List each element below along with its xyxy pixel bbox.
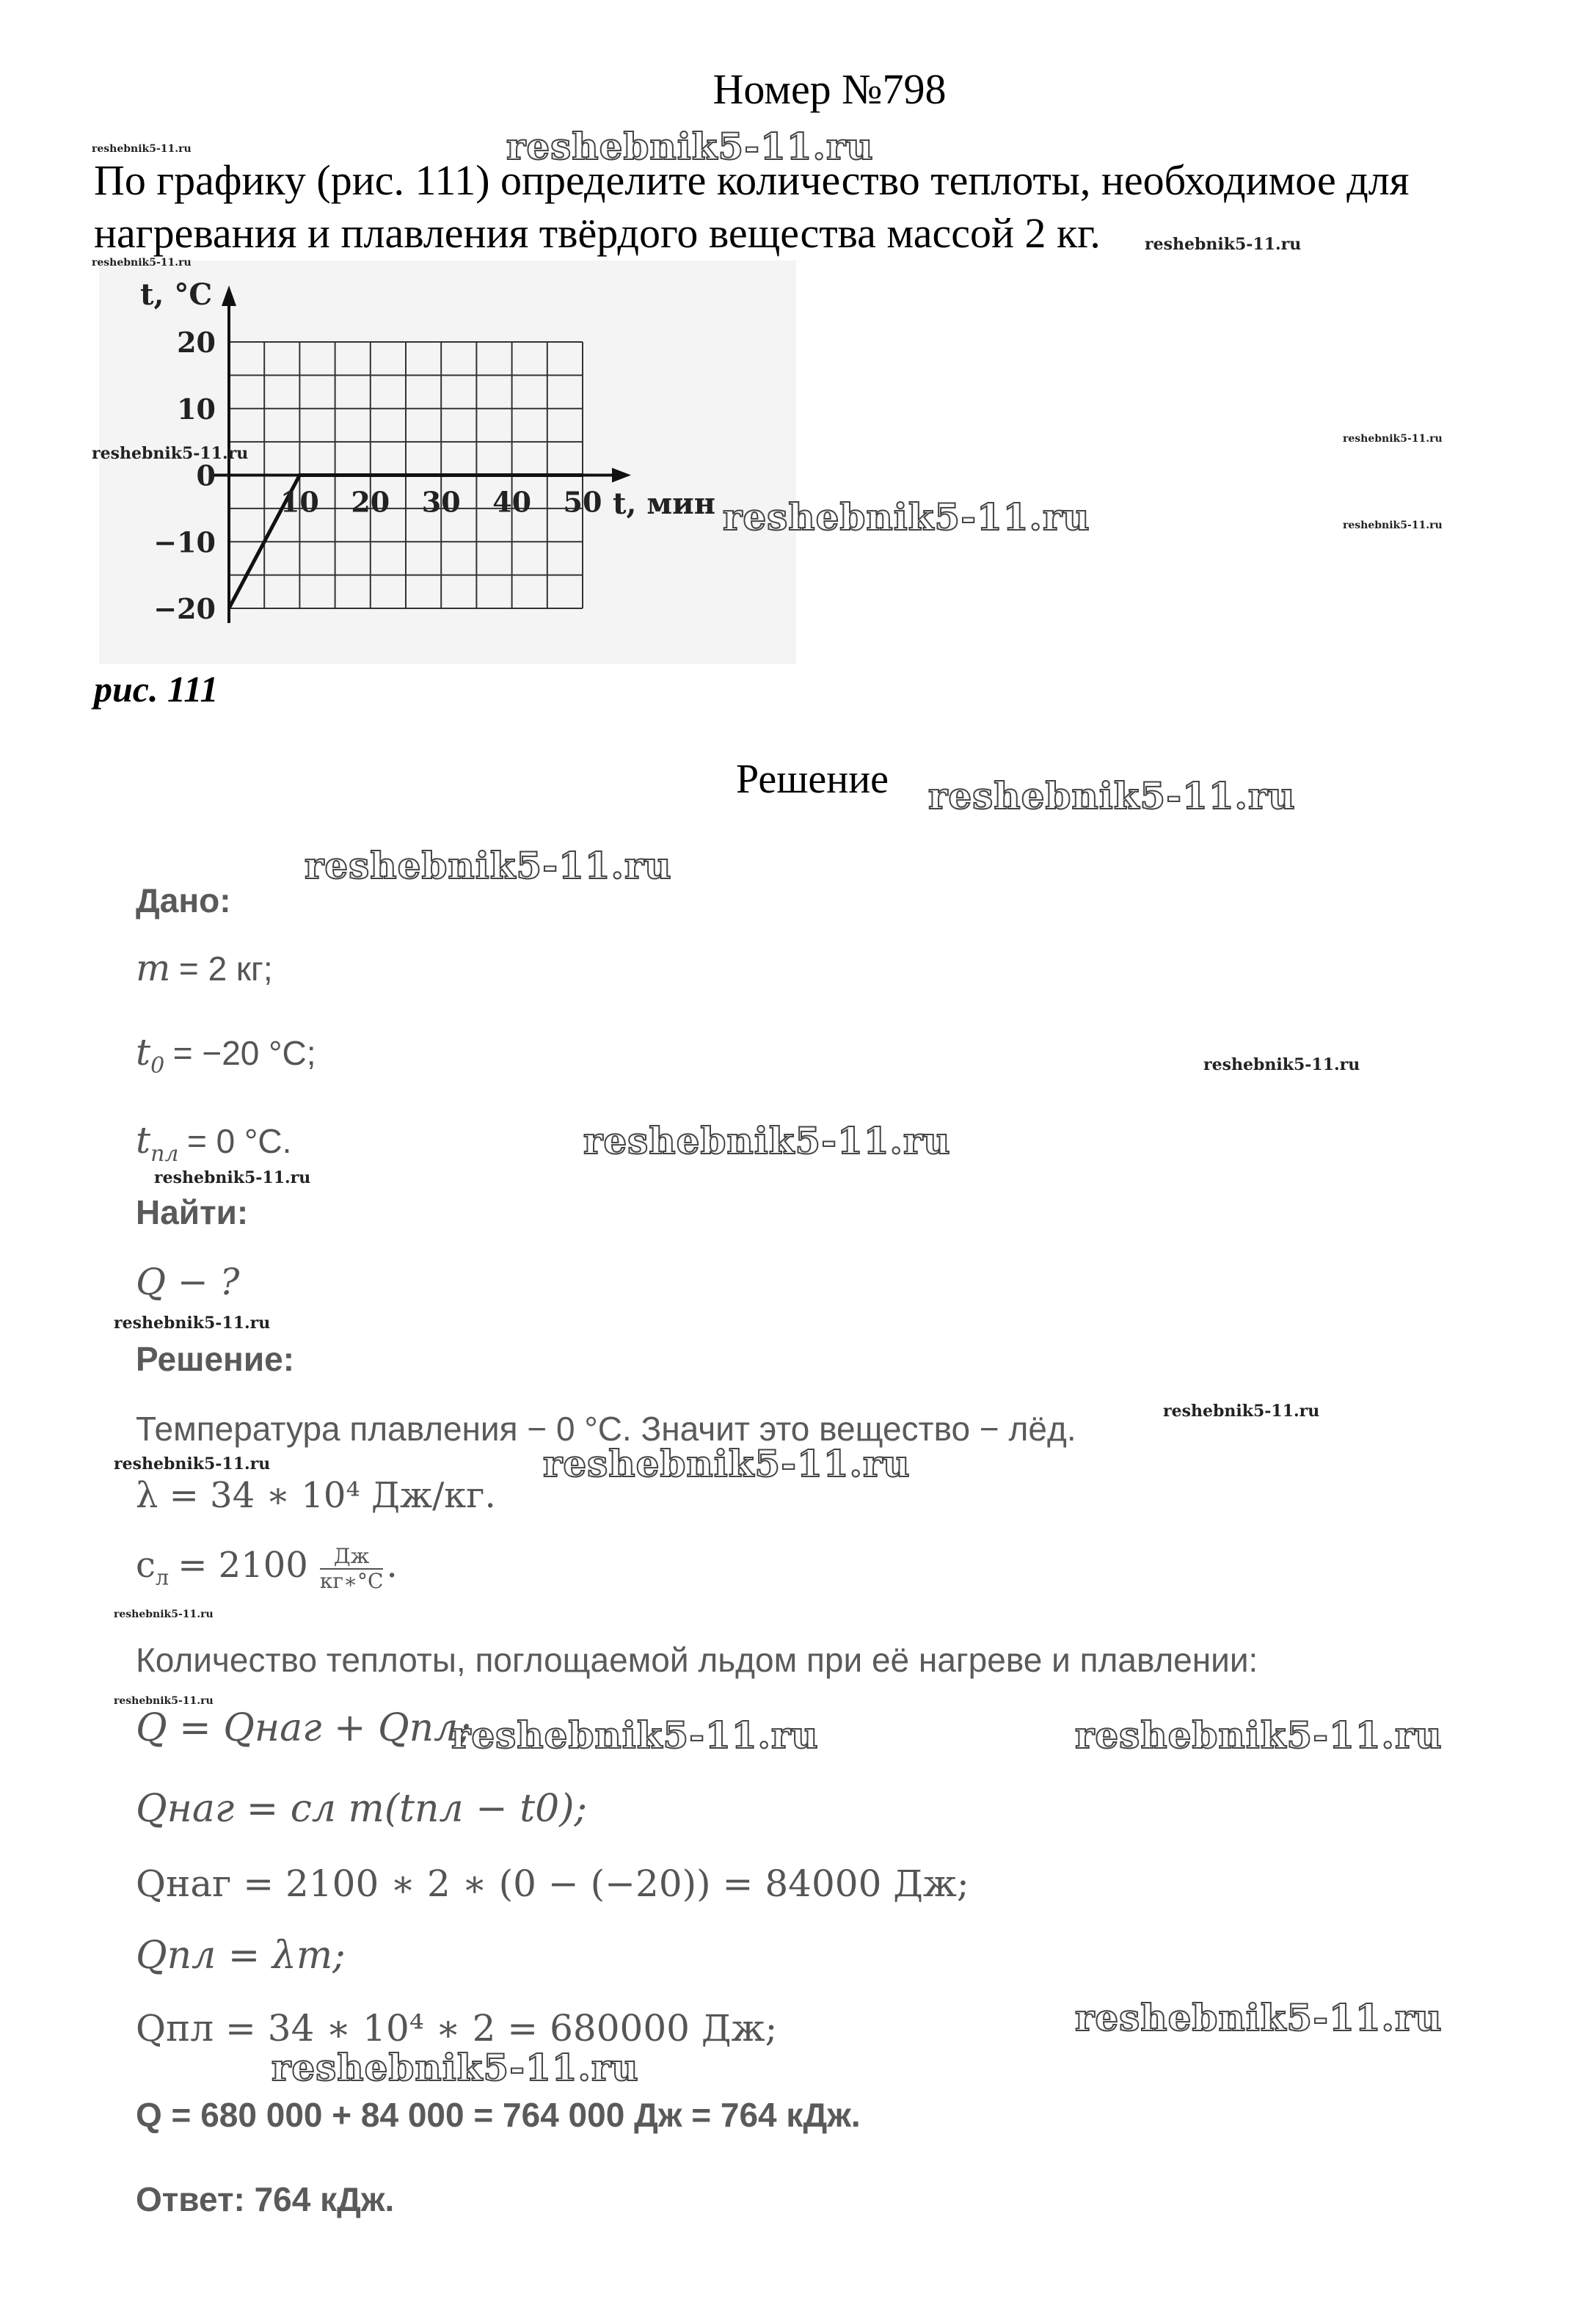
lambda-line: λ = 34 ∗ 10⁴ Дж/кг. (136, 1475, 496, 1516)
given-t0-value: = −20 °С; (172, 1034, 316, 1072)
given-m: m = 2 кг; (136, 947, 273, 989)
watermark: reshebnik5-11.ru (1343, 520, 1443, 531)
task-line-1: По графику (рис. 111) определите количество теплоты, необходимое для (94, 156, 1410, 204)
watermark: reshebnik5-11.ru (928, 774, 1296, 817)
x-tick-label: 30 (421, 485, 461, 519)
given-tpl-value: = 0 °С. (187, 1122, 292, 1160)
heat-text: Количество теплоты, поглощаемой льдом при её нагреве и плавлении: (136, 1641, 1258, 1679)
watermark: reshebnik5-11.ru (114, 1609, 214, 1620)
y-tick-label: 0 (196, 459, 216, 492)
specific-heat-unit (320, 1545, 384, 1593)
y-tick-label: 10 (177, 392, 216, 426)
watermark: reshebnik5-11.ru (114, 1454, 271, 1474)
watermark: reshebnik5-11.ru (1075, 1713, 1443, 1757)
equation-3: Qнаг = 2100 ∗ 2 ∗ (0 − (−20)) = 84000 Дж; (136, 1862, 969, 1905)
x-tick-label: 10 (280, 485, 319, 519)
figure-caption: рис. 111 (94, 669, 219, 710)
y-tick-label: 20 (177, 326, 216, 359)
x-tick-label: 40 (492, 485, 532, 519)
x-axis-label: t, мин (613, 487, 716, 521)
y-axis-arrow (222, 285, 236, 306)
watermark: reshebnik5-11.ru (154, 1168, 311, 1187)
equation-1: Q = Qнаг + Qпл; (136, 1706, 471, 1750)
watermark: reshebnik5-11.ru (114, 1314, 271, 1333)
x-axis-arrow (612, 468, 631, 483)
watermark: reshebnik5-11.ru (92, 444, 249, 463)
y-axis-label: t, °C (140, 277, 213, 312)
solution-heading: Решение (736, 757, 889, 802)
watermark: reshebnik5-11.ru (92, 257, 192, 269)
task-line-2: нагревания и плавления твёрдого вещества массой 2 кг. (94, 209, 1101, 257)
x-tick-label: 50 (563, 485, 602, 519)
given-label: Дано: (136, 881, 231, 919)
unit-numerator: Дж (320, 1545, 384, 1570)
watermark: reshebnik5-11.ru (1145, 235, 1302, 254)
specific-heat-line: $c_л = 2100$ $\frac{Дж}{кг∗^\circ С}$ . (136, 1544, 398, 1593)
watermark: reshebnik5-11.ru (543, 1442, 911, 1485)
watermark: reshebnik5-11.ru (271, 2046, 639, 2089)
find-label: Найти: (136, 1193, 249, 1231)
y-tick-label: −20 (153, 592, 216, 625)
watermark: reshebnik5-11.ru (1163, 1402, 1320, 1421)
y-tick-label: −10 (153, 525, 216, 559)
watermark: reshebnik5-11.ru (1343, 433, 1443, 445)
find-q: Q − ? (136, 1261, 240, 1303)
watermark: reshebnik5-11.ru (1075, 1996, 1443, 2039)
given-tpl: $t_{пл} = 0$ °С. (136, 1119, 292, 1167)
equation-4: Qпл = λm; (136, 1934, 346, 1978)
x-tick-label: 20 (351, 485, 390, 519)
equation-5: Qпл = 34 ∗ 10⁴ ∗ 2 = 680000 Дж; (136, 2007, 778, 2050)
unit-denominator: кг∗°С (319, 1569, 384, 1593)
watermark: reshebnik5-11.ru (451, 1713, 819, 1757)
answer: Ответ: 764 кДж. (136, 2180, 395, 2218)
watermark: reshebnik5-11.ru (506, 125, 874, 168)
page-title: Номер №798 (712, 65, 947, 113)
specific-heat-value: = 2100 (178, 1545, 308, 1587)
equation-6: Q = 680 000 + 84 000 = 764 000 Дж = 764 кДж. (136, 2096, 861, 2134)
watermark: reshebnik5-11.ru (1203, 1055, 1360, 1074)
melting-text: Температура плавления − 0 °С. Значит это вещество − лёд. (136, 1410, 1076, 1448)
watermark: reshebnik5-11.ru (114, 1695, 214, 1707)
watermark: reshebnik5-11.ru (723, 495, 1090, 539)
watermark: reshebnik5-11.ru (305, 844, 672, 887)
chart-axes (214, 285, 631, 623)
given-m-value: = 2 кг; (178, 950, 273, 988)
given-t0: $t_0 = -20$ °С; (136, 1031, 316, 1079)
equation-2: Qнаг = cл m(tпл − t0); (136, 1787, 588, 1831)
solution-label: Решение: (136, 1340, 295, 1378)
watermark: reshebnik5-11.ru (92, 143, 192, 155)
watermark: reshebnik5-11.ru (583, 1119, 951, 1162)
